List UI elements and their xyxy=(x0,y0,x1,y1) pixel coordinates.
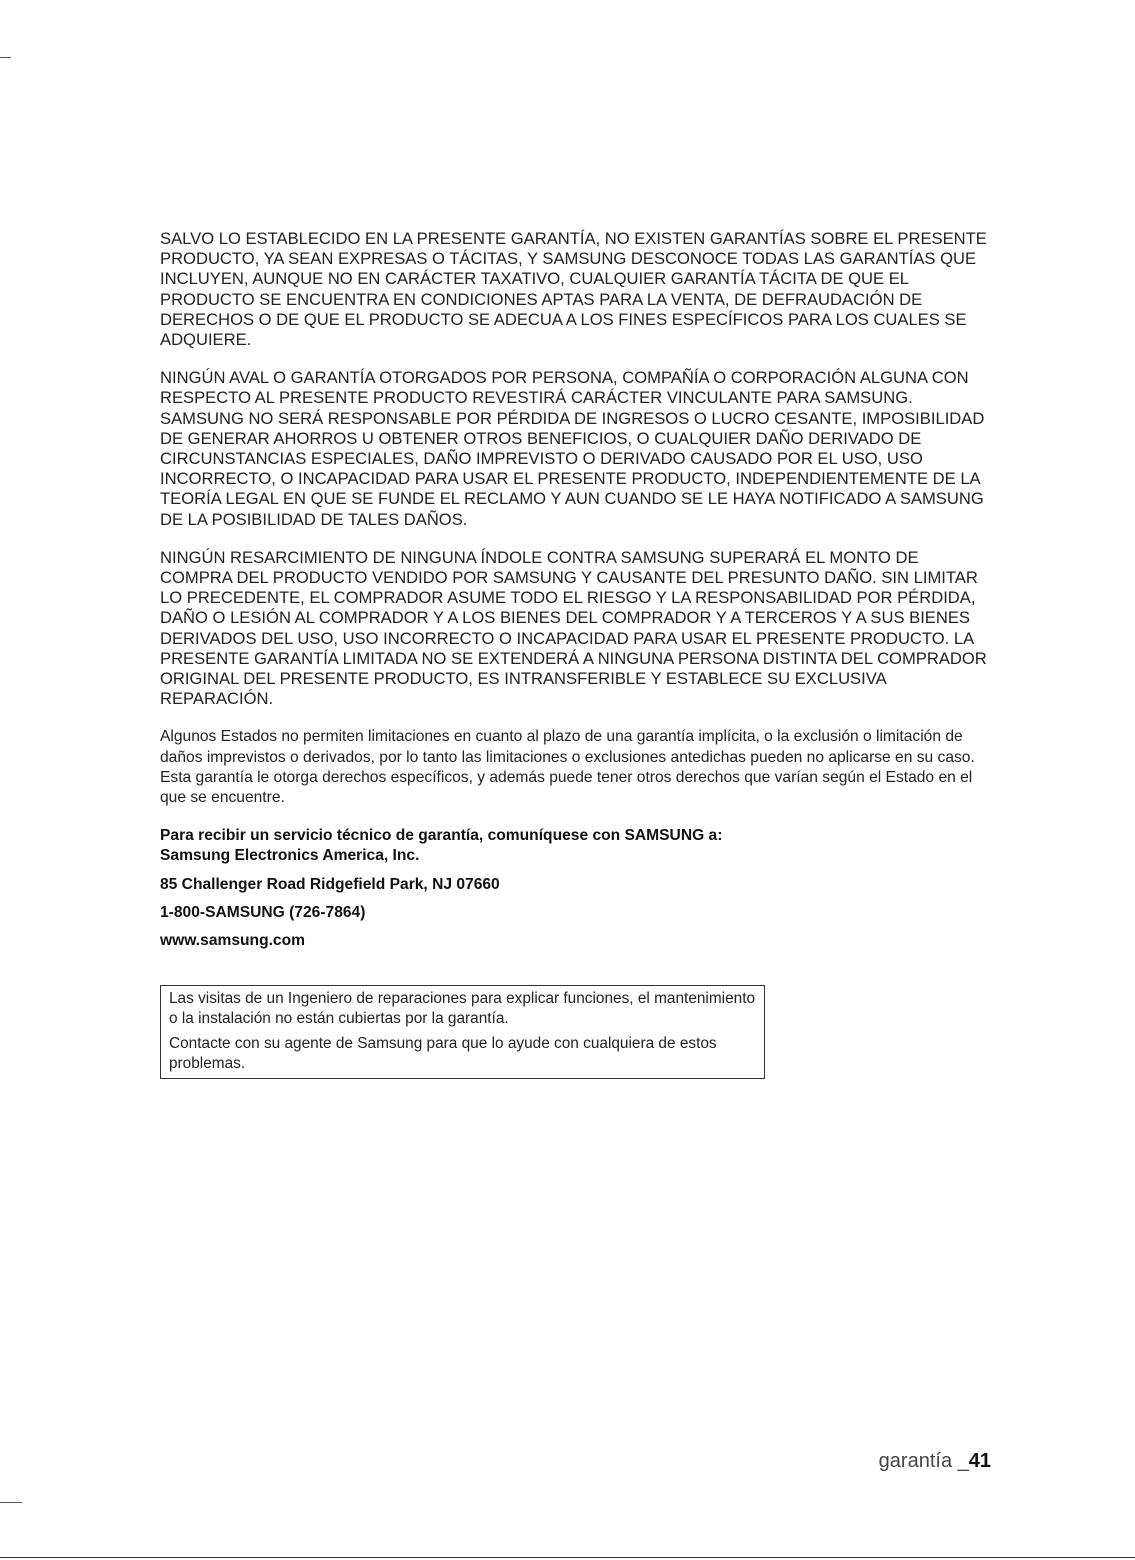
crop-mark-top xyxy=(0,57,11,58)
crop-mark-bottom xyxy=(0,1502,22,1503)
contact-block xyxy=(160,826,990,951)
page-footer xyxy=(879,1450,991,1473)
contact-address: 85 Challenger Road Ridgefield Park, NJ 07660 xyxy=(160,875,500,893)
notice-box xyxy=(160,985,765,1079)
disclaimer-paragraph-2: NINGÚN AVAL O GARANTÍA OTORGADOS POR PERSONA, COMPAÑÍA O CORPORACIÓN ALGUNA CON RESPECTO AL PRESENTE PRODUCTO REVESTIRÁ CARÁCTER VINCULANTE PARA SAMSUNG. SAMSUNG NO SERÁ RESPONSABLE POR PÉRDIDA DE INGRESOS O LUCRO CESANTE, IMPOSIBILIDAD DE GENERAR AHORROS U OBTENER OTROS BENEFICIOS, O CUALQUIER DAÑO DERIVADO DE CIRCUNSTANCIAS ESPECIALES, DAÑO IMPREVISTO O DERIVADO CAUSADO POR EL USO, USO INCORRECTO, O INCAPACIDAD PARA USAR EL PRESENTE PRODUCTO, INDEPENDIENTEMENTE DE LA TEORÍA LEGAL EN QUE SE FUNDE EL RECLAMO Y AUN CUANDO SE LE HAYA NOTIFICADO A SAMSUNG DE LA POSIBILIDAD DE TALES DAÑOS. xyxy=(160,368,985,529)
notice-line-1: Las visitas de un Ingeniero de reparaciones para explicar funciones, el mantenimiento o la instalación no están cubiertas por la garantía. xyxy=(169,990,756,1027)
notice-line-2: Contacte con su agente de Samsung para que lo ayude con cualquiera de estos problemas. xyxy=(169,1035,717,1072)
page-number: 41 xyxy=(968,1450,991,1472)
disclaimer-paragraph-3: NINGÚN RESARCIMIENTO DE NINGUNA ÍNDOLE CONTRA SAMSUNG SUPERARÁ EL MONTO DE COMPRA DEL PRODUCTO VENDIDO POR SAMSUNG Y CAUSANTE DEL PRESUNTO DAÑO. SIN LIMITAR LO PRECEDENTE, EL COMPRADOR ASUME TODO EL RIESGO Y LA RESPONSABILIDAD POR PÉRDIDA, DAÑO O LESIÓN AL COMPRADOR Y A LOS BIENES DEL COMPRADOR Y A TERCEROS Y A SUS BIENES DERIVADOS DEL USO, USO INCORRECTO O INCAPACIDAD PARA USAR EL PRESENTE PRODUCTO. LA PRESENTE GARANTÍA LIMITADA NO SE EXTENDERÁ A NINGUNA PERSONA DISTINTA DEL COMPRADOR ORIGINAL DEL PRESENTE PRODUCTO, ES INTRANSFERIBLE Y ESTABLECE SU EXCLUSIVA REPARACIÓN. xyxy=(160,547,987,709)
contact-phone: 1-800-SAMSUNG (726-7864) xyxy=(160,903,366,921)
contact-intro: Para recibir un servicio técnico de garantía, comuníquese con SAMSUNG a: xyxy=(160,827,723,845)
footer-section-label: garantía _ xyxy=(878,1450,969,1472)
bottom-rule xyxy=(0,1557,1135,1558)
contact-company: Samsung Electronics America, Inc. xyxy=(160,847,420,865)
disclaimer-paragraph-1: SALVO LO ESTABLECIDO EN LA PRESENTE GARANTÍA, NO EXISTEN GARANTÍAS SOBRE EL PRESENTE PRODUCTO, YA SEAN EXPRESAS O TÁCITAS, Y SAMSUNG DESCONOCE TODAS LAS GARANTÍAS QUE INCLUYEN, AUNQUE NO EN CARÁCTER TAXATIVO, CUALQUIER GARANTÍA TÁCITA DE QUE EL PRODUCTO SE ENCUENTRA EN CONDICIONES APTAS PARA LA VENTA, DE DEFRAUDACIÓN DE DERECHOS O DE QUE EL PRODUCTO SE ADECUA A LOS FINES ESPECÍFICOS PARA LOS CUALES SE ADQUIERE. xyxy=(160,229,987,350)
state-rights-paragraph: Algunos Estados no permiten limitaciones en cuanto al plazo de una garantía implícita, o la exclusión o limitación de daños imprevistos o derivados, por lo tanto las limitaciones o exclusiones antedichas pueden no aplicarse en su caso. Esta garantía le otorga derechos específicos, y además puede tener otros derechos que varían según el Estado en el que se encuentre. xyxy=(160,728,975,807)
contact-website[interactable]: www.samsung.com xyxy=(160,932,305,950)
warranty-text-body xyxy=(160,229,990,951)
